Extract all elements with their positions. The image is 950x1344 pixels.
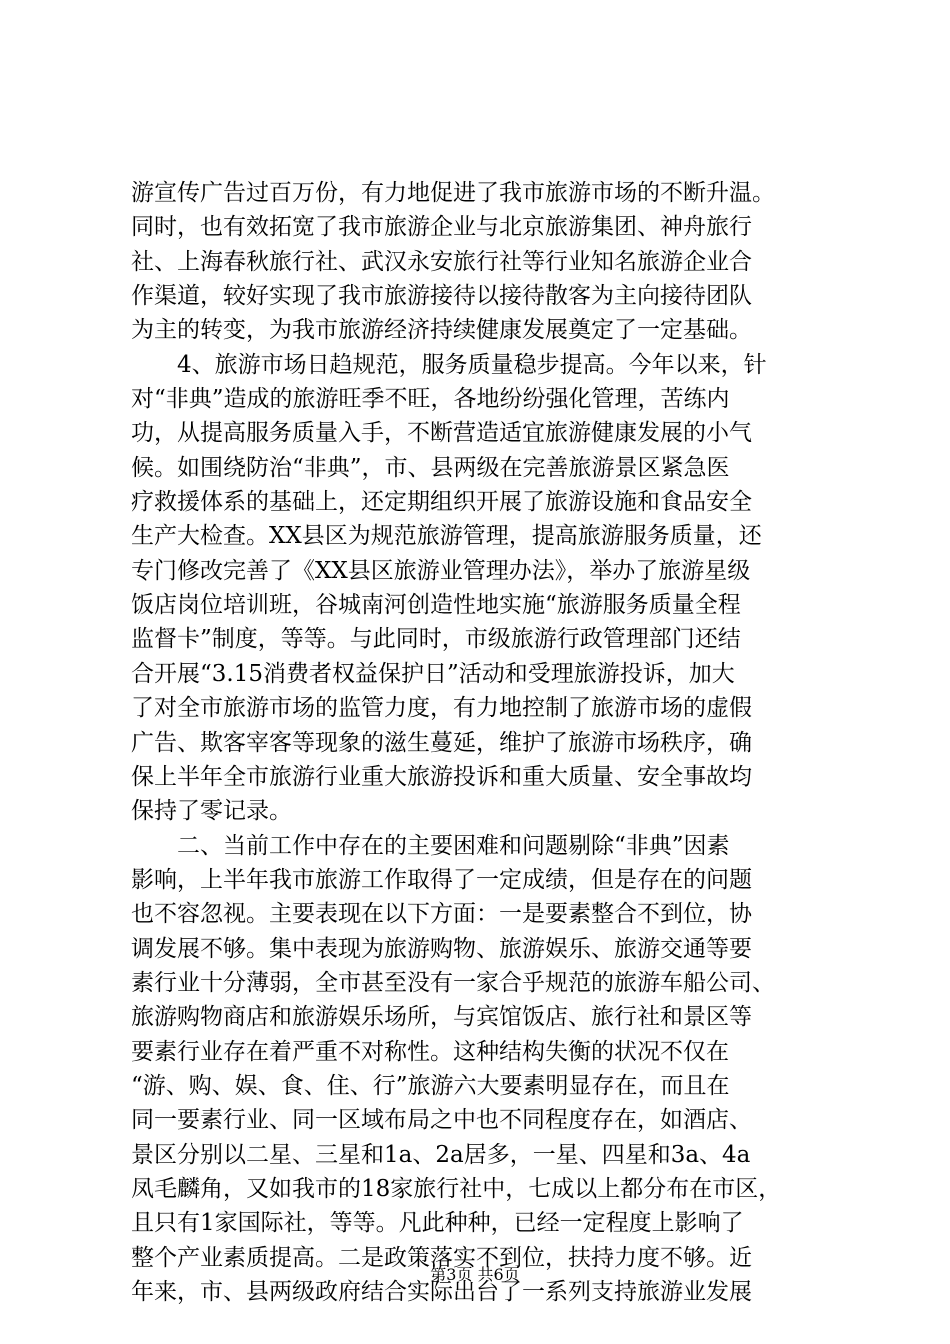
- text-line: 同一要素行业、同一区域布局之中也不同程度存在，如酒店、: [131, 1107, 752, 1134]
- text-line: 年来，市、县两级政府结合实际出台了一系列支持旅游业发展: [131, 1279, 752, 1305]
- body-text: [131, 176, 831, 1309]
- text-line: 同时，也有效拓宽了我市旅游企业与北京旅游集团、神舟旅行: [131, 214, 752, 241]
- text-line: 为主的转变，为我市旅游经济持续健康发展奠定了一定基础。: [131, 317, 752, 344]
- text-line: 作渠道，较好实现了我市旅游接待以接待散客为主向接待团队: [131, 283, 752, 310]
- text-line: 4、旅游市场日趋规范，服务质量稳步提高。今年以来，针: [131, 351, 767, 378]
- text-line: 整个产业素质提高。二是政策落实不到位，扶持力度不够。近: [131, 1244, 752, 1271]
- text-line: 影响，上半年我市旅游工作取得了一定成绩，但是存在的问题: [131, 866, 752, 893]
- text-line: 景区分别以二星、三星和1a、2a居多，一星、四星和3a、4a: [131, 1141, 751, 1168]
- text-line: 广告、欺客宰客等现象的滋生蔓延，维护了旅游市场秩序，确: [131, 729, 752, 756]
- text-line: 凤毛麟角，又如我市的18家旅行社中，七成以上都分布在市区，: [131, 1175, 782, 1202]
- text-line: 要素行业存在着严重不对称性。这种结构失衡的状况不仅在: [131, 1038, 729, 1065]
- text-line: “游、购、娱、食、住、行”旅游六大要素明显存在，而且在: [131, 1072, 730, 1099]
- text-line: 保上半年全市旅游行业重大旅游投诉和重大质量、安全事故均: [131, 763, 752, 790]
- text-line: 游宣传广告过百万份，有力地促进了我市旅游市场的不断升温。: [131, 180, 775, 206]
- text-line: 保持了零记录。: [131, 798, 292, 825]
- page-footer: 第3页 共6页: [430, 1265, 520, 1284]
- text-line: 合开展“3.15消费者权益保护日”活动和受理旅游投诉，加大: [131, 660, 735, 687]
- text-line: 功，从提高服务质量入手，不断营造适宜旅游健康发展的小气: [131, 420, 752, 447]
- text-line: 二、当前工作中存在的主要困难和问题剔除“非典”因素: [131, 832, 730, 859]
- text-line: 生产大检查。XX县区为规范旅游管理，提高旅游服务质量，还: [131, 523, 762, 550]
- text-line: 疗救援体系的基础上，还定期组织开展了旅游设施和食品安全: [131, 489, 752, 516]
- text-line: 调发展不够。集中表现为旅游购物、旅游娱乐、旅游交通等要: [131, 935, 752, 962]
- text-line: 也不容忽视。主要表现在以下方面：一是要素整合不到位，协: [131, 901, 752, 928]
- text-line: 饭店岗位培训班，谷城南河创造性地实施“旅游服务质量全程: [131, 592, 741, 619]
- text-line: 且只有1家国际社，等等。凡此种种，已经一定程度上影响了: [131, 1210, 744, 1237]
- text-line: 对“非典”造成的旅游旺季不旺，各地纷纷强化管理，苦练内: [131, 386, 730, 413]
- text-line: 社、上海春秋旅行社、武汉永安旅行社等行业知名旅游企业合: [131, 248, 752, 275]
- text-line: 专门修改完善了《XX县区旅游业管理办法》，举办了旅游星级: [131, 557, 751, 584]
- text-line: 了对全市旅游市场的监管力度，有力地控制了旅游市场的虚假: [131, 695, 752, 722]
- text-line: 素行业十分薄弱，全市甚至没有一家合乎规范的旅游车船公司、: [131, 969, 775, 996]
- text-line: 监督卡”制度，等等。与此同时，市级旅游行政管理部门还结: [131, 626, 741, 653]
- text-line: 候。如围绕防治“非典”，市、县两级在完善旅游景区紧急医: [131, 454, 730, 481]
- text-line: 旅游购物商店和旅游娱乐场所，与宾馆饭店、旅行社和景区等: [131, 1004, 752, 1031]
